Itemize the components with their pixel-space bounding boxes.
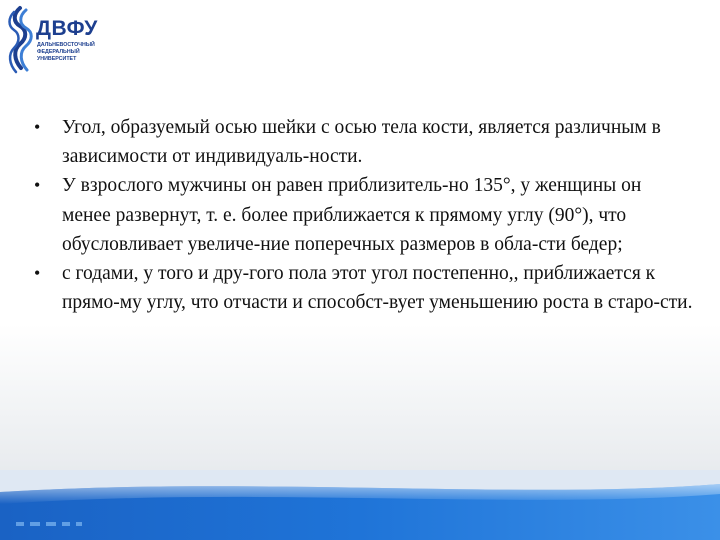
- bullet-marker: •: [34, 175, 41, 196]
- bullet-list: [34, 113, 694, 317]
- bullet-text: Угол, образуемый осью шейки с осью тела кости, является различным в зависимости от индивидуаль-ности.: [62, 117, 661, 168]
- logo-title: ДВФУ: [36, 17, 98, 40]
- bullet-text: У взрослого мужчины он равен приблизитель-но 135°, у женщины он менее развернут, т. е. более приближается к прямому углу (90°), что обусловливает увеличе-ние поперечных размеров в обла-сти бедер;: [62, 175, 642, 255]
- bullet-item: [34, 259, 694, 317]
- logo-subtitle-line: ДАЛЬНЕВОСТОЧНЫЙ: [37, 42, 95, 48]
- logo-subtitle: [37, 42, 95, 63]
- logo-subtitle-line: УНИВЕРСИТЕТ: [37, 56, 77, 62]
- bullet-marker: •: [34, 117, 41, 137]
- bullet-text: с годами, у того и дру-гого пола этот угол постепенно,, приближается к прямо-му углу, что отчасти и способст-вует уменьшению роста в старо-сти.: [62, 263, 693, 314]
- university-logo: [4, 4, 104, 76]
- bottom-decorative-band: [0, 470, 720, 540]
- logo-subtitle-line: ФЕДЕРАЛЬНЫЙ: [37, 49, 80, 55]
- bullet-item: [34, 171, 694, 259]
- bullet-item: [34, 113, 694, 171]
- bullet-marker: •: [34, 263, 41, 284]
- torch-emblem-icon: [4, 4, 38, 76]
